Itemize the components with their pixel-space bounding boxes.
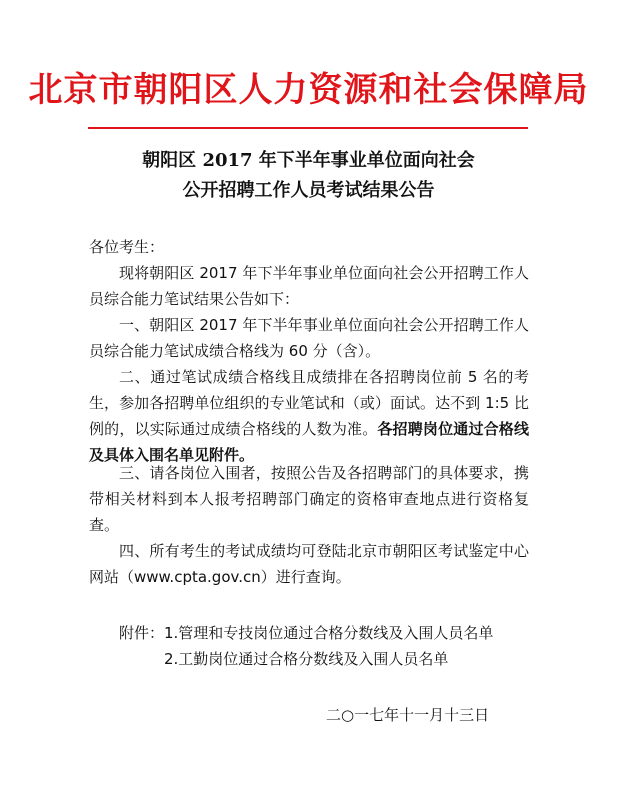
- paragraph-shortlist-text: 二、通过笔试成绩合格线且成绩排在各招聘岗位前 5 名的考生，参加各招聘单位组织的专业笔试和（或）面试。达不到 1:5 比例的，以实际通过成绩合格线的人数为准。: [89, 368, 529, 438]
- red-divider: [88, 127, 528, 129]
- paragraph-intro: 现将朝阳区 2017 年下半年事业单位面向社会公开招聘工作人员综合能力笔试结果公告如下：: [89, 264, 529, 308]
- salutation: 各位考生：: [89, 238, 165, 256]
- attachment-item-1: 附件：1.管理和专技岗位通过合格分数线及入围人员名单: [119, 624, 494, 642]
- paragraph-passing-score: 一、朝阳区 2017 年下半年事业单位面向社会公开招聘工作人员综合能力笔试成绩合格线为 60 分（含）。: [89, 316, 529, 360]
- attachment-item-2: 2.工勤岗位通过合格分数线及入围人员名单: [164, 650, 449, 668]
- document-title-line1: 朝阳区 2017 年下半年事业单位面向社会: [142, 150, 475, 171]
- paragraph-shortlist: [89, 364, 529, 468]
- issue-date: 二○一七年十一月十三日: [326, 706, 490, 724]
- paragraph-qualification-review: 三、请各岗位入围者，按照公告及各招聘部门的具体要求，携带相关材料到本人报考招聘部门确定的资格审查地点进行资格复查。: [89, 464, 529, 534]
- paragraph-score-inquiry: 四、所有考生的考试成绩均可登陆北京市朝阳区考试鉴定中心网站（www.cpta.gov.cn）进行查询。: [89, 542, 529, 586]
- document-title-line2: 公开招聘工作人员考试结果公告: [182, 180, 435, 201]
- paragraph-shortlist-bold: 各招聘岗位通过合格线及具体入围名单见附件。: [89, 420, 529, 464]
- organization-header: 北京市朝阳区人力资源和社会保障局: [28, 70, 589, 110]
